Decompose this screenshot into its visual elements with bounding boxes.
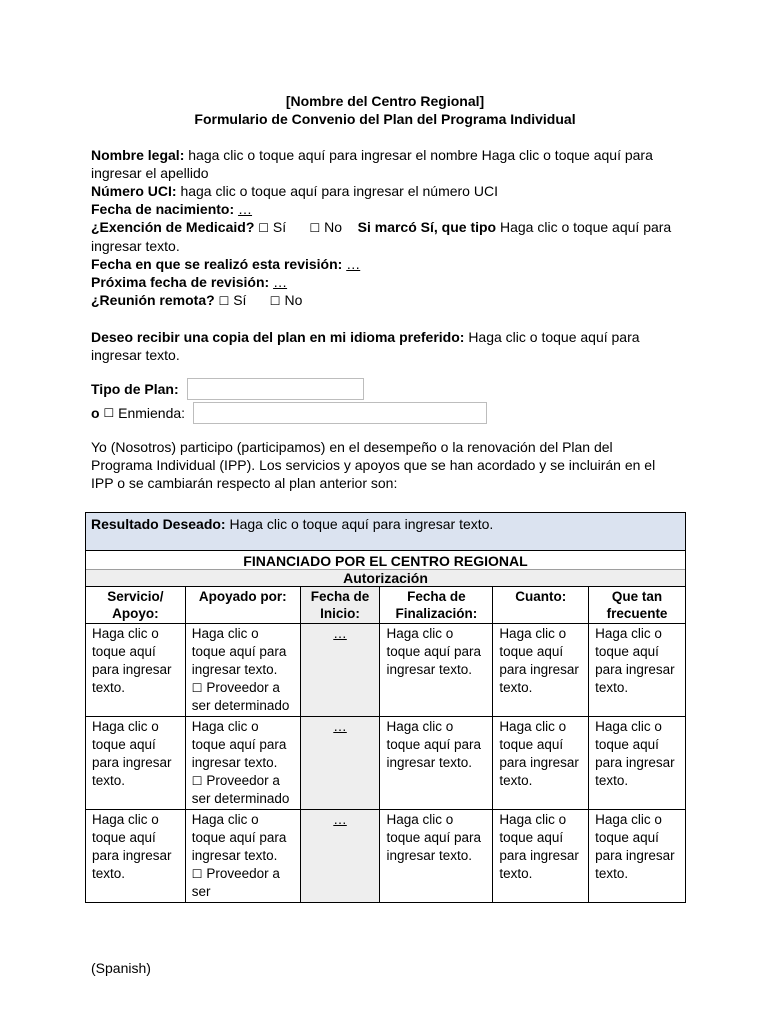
uci-field[interactable]: haga clic o toque aquí para ingresar el número UCI (180, 183, 498, 199)
plan-type-section (91, 378, 691, 424)
amount-cell[interactable]: Haga clic o toque aquí para ingresar texto. (493, 624, 589, 717)
remote-yes-checkbox[interactable]: ☐ (218, 294, 230, 308)
legal-name-field[interactable]: haga clic o toque aquí para ingresar el nombre Haga clic o toque aquí para ingresar el apellido (91, 147, 653, 181)
language-field[interactable]: Haga clic o toque aquí para ingresar texto. (91, 329, 640, 363)
medicaid-no-checkbox[interactable]: ☐ (309, 221, 321, 235)
frequency-cell[interactable]: Haga clic o toque aquí para ingresar texto. (589, 624, 686, 717)
end-date-cell[interactable]: Haga clic o toque aquí para ingresar texto. (380, 810, 493, 903)
uci-row (91, 182, 691, 200)
col-frequency: Que tan frecuente (589, 587, 686, 624)
medicaid-type-field[interactable]: Haga clic o toque aquí para ingresar texto. (91, 219, 672, 254)
intro-paragraph: Yo (Nosotros) participo (participamos) en el desempeño o la renovación del Plan del Programa Individual (IPP). Los servicios y apoyos que se han acordado y se incluirán en el IPP o se cambiarán respecto al plan anterior son: (91, 439, 656, 491)
remote-no-label: No (284, 292, 303, 308)
supported-by-cell[interactable] (185, 717, 300, 810)
table-header-row (86, 587, 686, 624)
supported-by-cell[interactable] (185, 624, 300, 717)
dob-field[interactable]: … (238, 201, 253, 217)
col-start-date: Fecha de Inicio: (300, 587, 380, 624)
language-label: Deseo recibir una copia del plan en mi idioma preferido: (91, 329, 465, 345)
dob-label: Fecha de nacimiento: (91, 201, 235, 217)
uci-label: Número UCI: (91, 183, 177, 199)
service-cell[interactable]: Haga clic o toque aquí para ingresar texto. (86, 810, 186, 903)
dob-row (91, 200, 691, 218)
review-date-label: Fecha en que se realizó esta revisión: (91, 256, 343, 272)
amendment-label: Enmienda: (118, 405, 186, 421)
col-end-date: Fecha de Finalización: (380, 587, 493, 624)
amount-cell[interactable]: Haga clic o toque aquí para ingresar texto. (493, 810, 589, 903)
end-date-cell[interactable]: Haga clic o toque aquí para ingresar texto. (380, 717, 493, 810)
provider-label: Proveedor a ser (191, 866, 280, 899)
page-title (85, 92, 685, 128)
amendment-prefix: o (91, 405, 100, 421)
table-row (86, 624, 686, 717)
medicaid-row (91, 218, 691, 255)
start-date-cell[interactable]: … (333, 626, 347, 641)
funded-title: FINANCIADO POR EL CENTRO REGIONAL (243, 553, 528, 569)
amendment-input[interactable] (193, 402, 487, 424)
plan-type-row (91, 378, 691, 400)
review-date-row (91, 255, 691, 273)
remote-meeting-row (91, 291, 691, 310)
document-body (91, 92, 691, 492)
service-cell[interactable]: Haga clic o toque aquí para ingresar texto. (86, 717, 186, 810)
frequency-cell[interactable]: Haga clic o toque aquí para ingresar texto. (589, 717, 686, 810)
amount-cell[interactable]: Haga clic o toque aquí para ingresar texto. (493, 717, 589, 810)
plan-type-label: Tipo de Plan: (91, 381, 179, 397)
services-table (85, 512, 686, 903)
funded-row (86, 551, 686, 587)
amendment-row (91, 402, 691, 424)
supported-by-cell[interactable] (185, 810, 300, 903)
start-date-cell[interactable]: … (333, 719, 347, 734)
service-cell[interactable]: Haga clic o toque aquí para ingresar texto. (86, 624, 186, 717)
provider-label: Proveedor a ser determinado (191, 680, 290, 713)
remote-meeting-label: ¿Reunión remota? (91, 292, 215, 308)
amendment-checkbox[interactable]: ☐ (103, 406, 115, 420)
supported-by-text[interactable]: Haga clic o toque aquí para ingresar texto. (191, 626, 287, 677)
start-date-cell[interactable]: … (333, 812, 347, 827)
supported-by-text[interactable]: Haga clic o toque aquí para ingresar texto. (191, 812, 287, 863)
supported-by-text[interactable]: Haga clic o toque aquí para ingresar texto. (191, 719, 287, 770)
legal-name-row (91, 146, 691, 182)
next-review-label: Próxima fecha de revisión: (91, 274, 270, 290)
medicaid-yes-label: Sí (272, 219, 287, 235)
remote-no-checkbox[interactable]: ☐ (269, 294, 281, 308)
col-service: Servicio/ Apoyo: (86, 587, 186, 624)
authorization-label: Autorización (86, 569, 685, 586)
medicaid-no-label: No (324, 219, 343, 235)
next-review-field[interactable]: … (273, 274, 288, 290)
provider-checkbox[interactable]: ☐ (191, 681, 203, 695)
remote-yes-label: Sí (233, 292, 247, 308)
table-row (86, 810, 686, 903)
col-supported-by: Apoyado por: (185, 587, 300, 624)
form-title: Formulario de Convenio del Plan del Programa Individual (194, 111, 576, 127)
desired-result-row (86, 513, 686, 551)
language-footer: (Spanish) (91, 960, 151, 976)
legal-name-label: Nombre legal: (91, 147, 185, 163)
provider-checkbox[interactable]: ☐ (191, 774, 203, 788)
provider-label: Proveedor a ser determinado (191, 773, 290, 806)
table-row (86, 717, 686, 810)
personal-info-section (91, 146, 691, 310)
medicaid-label: ¿Exención de Medicaid? (91, 219, 255, 235)
next-review-row (91, 273, 691, 291)
review-date-field[interactable]: … (346, 256, 361, 272)
end-date-cell[interactable]: Haga clic o toque aquí para ingresar texto. (380, 624, 493, 717)
desired-result-label: Resultado Deseado: (91, 516, 226, 532)
provider-checkbox[interactable]: ☐ (191, 867, 203, 881)
language-row (91, 328, 691, 364)
frequency-cell[interactable]: Haga clic o toque aquí para ingresar texto. (589, 810, 686, 903)
desired-result-field[interactable]: Haga clic o toque aquí para ingresar texto. (229, 516, 494, 532)
plan-type-input[interactable] (187, 378, 364, 400)
medicaid-type-label: Si marcó Sí, que tipo (357, 219, 497, 235)
regional-center-name: [Nombre del Centro Regional] (285, 93, 485, 109)
medicaid-yes-checkbox[interactable]: ☐ (258, 221, 270, 235)
col-amount: Cuanto: (493, 587, 589, 624)
